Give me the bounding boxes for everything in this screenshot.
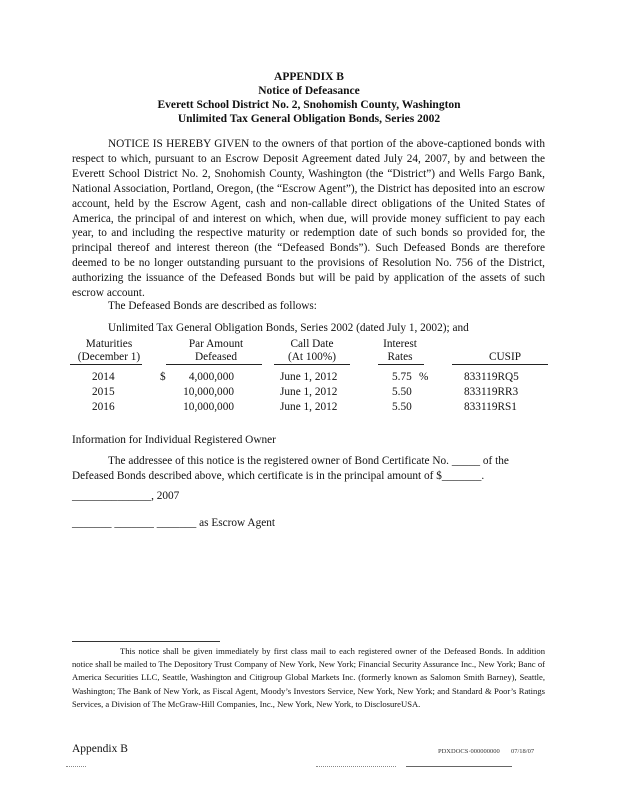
appendix-heading: APPENDIX B: [274, 71, 344, 83]
owner-text-line-1: The addressee of this notice is the registered owner of Bond Certificate No. _____ of the: [108, 455, 509, 467]
interest-rates-header: Interest Rates: [383, 338, 417, 363]
par-underline: [166, 364, 262, 365]
rate-cell: 5.75: [392, 371, 412, 383]
notice-paragraph: [72, 137, 545, 301]
issuer-heading: Everett School District No. 2, Snohomish County, Washington: [157, 99, 461, 111]
series-line: Unlimited Tax General Obligation Bonds, Series 2002 (dated July 1, 2002); and: [108, 322, 469, 334]
maturity-cell: 2015: [92, 386, 115, 398]
bonds-heading: Unlimited Tax General Obligation Bonds, Series 2002: [177, 113, 441, 125]
dollar-sign: $: [160, 371, 166, 383]
described-line: The Defeased Bonds are described as follows:: [108, 300, 317, 312]
par-cell: 10,000,000: [183, 401, 234, 413]
maturities-header: Maturities (December 1): [77, 338, 141, 363]
par-amount-header: Par Amount Defeased: [188, 338, 244, 363]
scan-mark: [406, 766, 512, 767]
maturity-cell: 2014: [92, 371, 115, 383]
owner-text-line-2: Defeased Bonds described above, which certificate is in the principal amount of $_______.: [72, 470, 485, 482]
scan-mark: [316, 766, 396, 767]
owner-heading: Information for Individual Registered Owner: [72, 434, 276, 446]
signature-line: _______ _______ _______ as Escrow Agent: [72, 517, 276, 529]
footnote-separator: [72, 641, 220, 642]
cusip-cell: 833119RS1: [464, 401, 517, 413]
call-cell: June 1, 2012: [280, 401, 338, 413]
rate-underline: [378, 364, 424, 365]
scan-mark: [66, 766, 86, 767]
footer-doc-code: PDXDOCS·000000000: [438, 748, 500, 755]
footer-date: 07/18/07: [511, 748, 535, 755]
call-cell: June 1, 2012: [280, 371, 338, 383]
maturities-underline: [70, 364, 142, 365]
call-date-header: Call Date (At 100%): [287, 338, 336, 363]
call-cell: June 1, 2012: [280, 386, 338, 398]
par-cell: 10,000,000: [183, 386, 234, 398]
date-line: ______________, 2007: [72, 490, 180, 502]
cusip-cell: 833119RQ5: [464, 371, 519, 383]
notice-title: Notice of Defeasance: [258, 85, 360, 97]
notice-text: NOTICE IS HEREBY GIVEN to the owners of that portion of the above-captioned bonds with respect to which, pursuant to an Escrow Deposit Agreement dated July 24, 2007, by and between the Everett School District No. 2, Snohomish County, Washington (the “District”) and Wells Fargo Bank, National Association, Portland, Oregon, (the “Escrow Agent”), the District has deposited into an escrow account, held by the Escrow Agent, cash and non-callable direct obligations of the United States of America, the principal of and interest on which, when due, will provide money sufficient to pay each year, to and including the respective maturity or redemption date of such bonds so provided for, the principal thereof and interest thereon (the “Defeased Bonds”). Such Defeased Bonds are therefore deemed to be no longer outstanding pursuant to the provisions of Resolution No. 756 of the District, authorizing the issuance of the Defeased Bonds but will be paid by application of the assets of such escrow account.: [72, 138, 545, 300]
footnote: [72, 645, 545, 711]
rate-cell: 5.50: [392, 386, 412, 398]
cusip-cell: 833119RR3: [464, 386, 519, 398]
cusip-underline: [452, 364, 548, 365]
cusip-header: CUSIP: [488, 351, 522, 363]
maturity-cell: 2016: [92, 401, 115, 413]
par-cell: 4,000,000: [188, 371, 234, 383]
footer-appendix-label: Appendix B: [72, 743, 128, 755]
call-underline: [274, 364, 350, 365]
percent-sign: %: [419, 371, 429, 383]
rate-cell: 5.50: [392, 401, 412, 413]
footnote-text: This notice shall be given immediately by first class mail to each registered owner of the Defeased Bonds. In addition notice shall be mailed to The Depository Trust Company of New York, New York; Financial Security Assurance Inc., New York; Banc of America Securities LLC, Seattle, Washington and Citigroup Global Markets Inc. (formerly known as Salomon Smith Barney), Seattle, Washington; The Bank of New York, as Fiscal Agent, Moody’s Investors Service, New York, New York; and Standard & Poor’s Ratings Services, a Division of The McGraw-Hill Companies, Inc., New York, New York, to DisclosureUSA.: [72, 646, 545, 709]
